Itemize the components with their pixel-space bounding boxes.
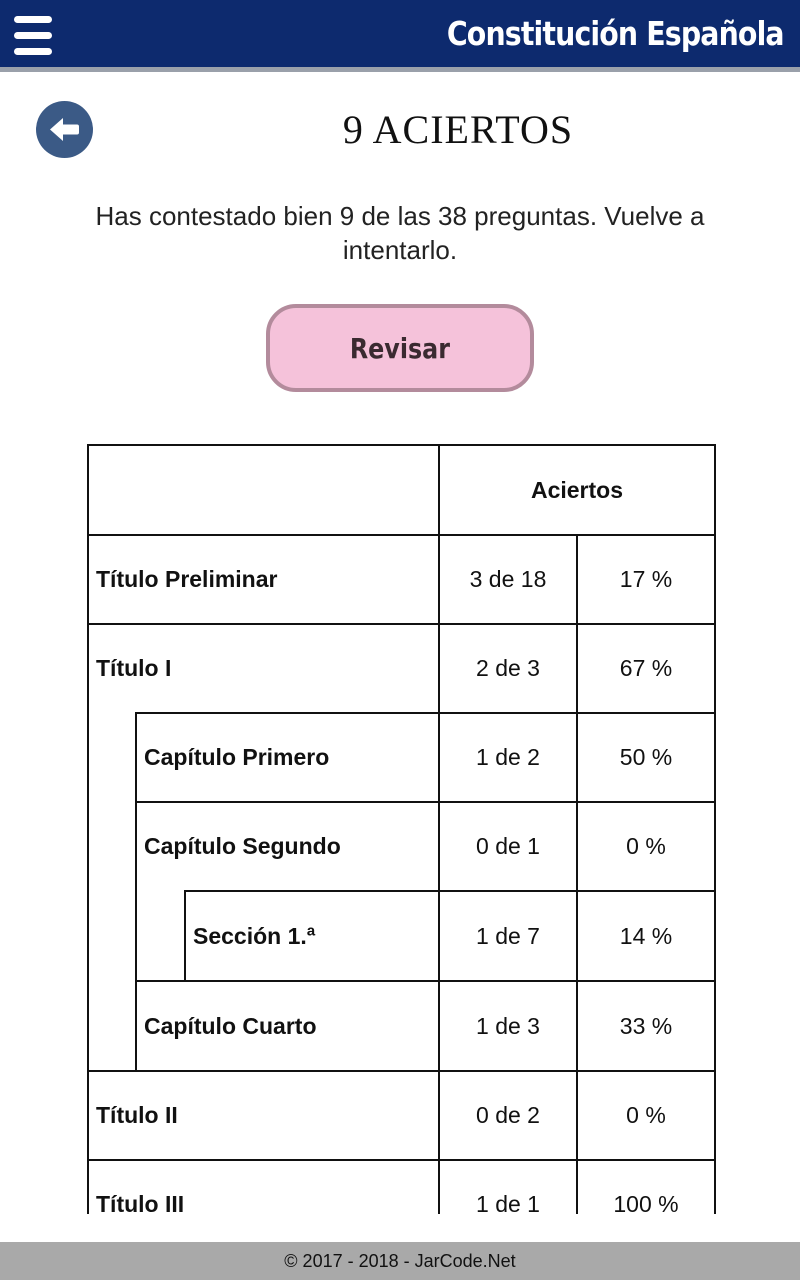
row-label-capitulo-primero: Capítulo Primero	[135, 712, 440, 803]
row-score: 1 de 3	[438, 980, 578, 1072]
row-score: 1 de 1	[438, 1159, 578, 1214]
table-header-aciertos: Aciertos	[438, 444, 716, 536]
app-title: Constitución Española	[447, 14, 784, 53]
review-button-label: Revisar	[349, 331, 451, 365]
app-bar	[0, 0, 800, 72]
score-title: 9 ACIERTOS	[342, 107, 574, 152]
row-percent: 0 %	[576, 801, 716, 892]
footer	[0, 1242, 800, 1280]
row-score: 1 de 7	[438, 890, 578, 982]
row-label-titulo-ii: Título II	[87, 1070, 440, 1161]
row-label-capitulo-cuarto: Capítulo Cuarto	[135, 980, 440, 1072]
row-percent: 0 %	[576, 1070, 716, 1161]
row-percent: 17 %	[576, 534, 716, 625]
row-label-capitulo-segundo: Capítulo Segundo	[135, 801, 440, 982]
review-button[interactable]	[266, 304, 534, 392]
row-label-seccion-1: Sección 1.ª	[184, 890, 440, 982]
row-percent: 14 %	[576, 890, 716, 982]
row-percent: 67 %	[576, 623, 716, 714]
table-header-blank	[87, 444, 440, 536]
row-score: 0 de 1	[438, 801, 578, 892]
row-label-titulo-i: Título I	[87, 623, 440, 1072]
row-score: 0 de 2	[438, 1070, 578, 1161]
row-label-titulo-preliminar: Título Preliminar	[87, 534, 440, 625]
row-score: 1 de 2	[438, 712, 578, 803]
row-percent: 100 %	[576, 1159, 716, 1214]
menu-icon[interactable]	[14, 16, 52, 56]
results-table	[0, 443, 800, 1214]
row-score: 3 de 18	[438, 534, 578, 625]
row-percent: 33 %	[576, 980, 716, 1072]
row-percent: 50 %	[576, 712, 716, 803]
row-score: 2 de 3	[438, 623, 578, 714]
row-label-titulo-iii: Título III	[87, 1159, 440, 1214]
result-message: Has contestado bien 9 de las 38 preguntas. Vuelve a intentarlo.	[95, 201, 705, 265]
footer-copyright: © 2017 - 2018 - JarCode.Net	[284, 1250, 516, 1271]
